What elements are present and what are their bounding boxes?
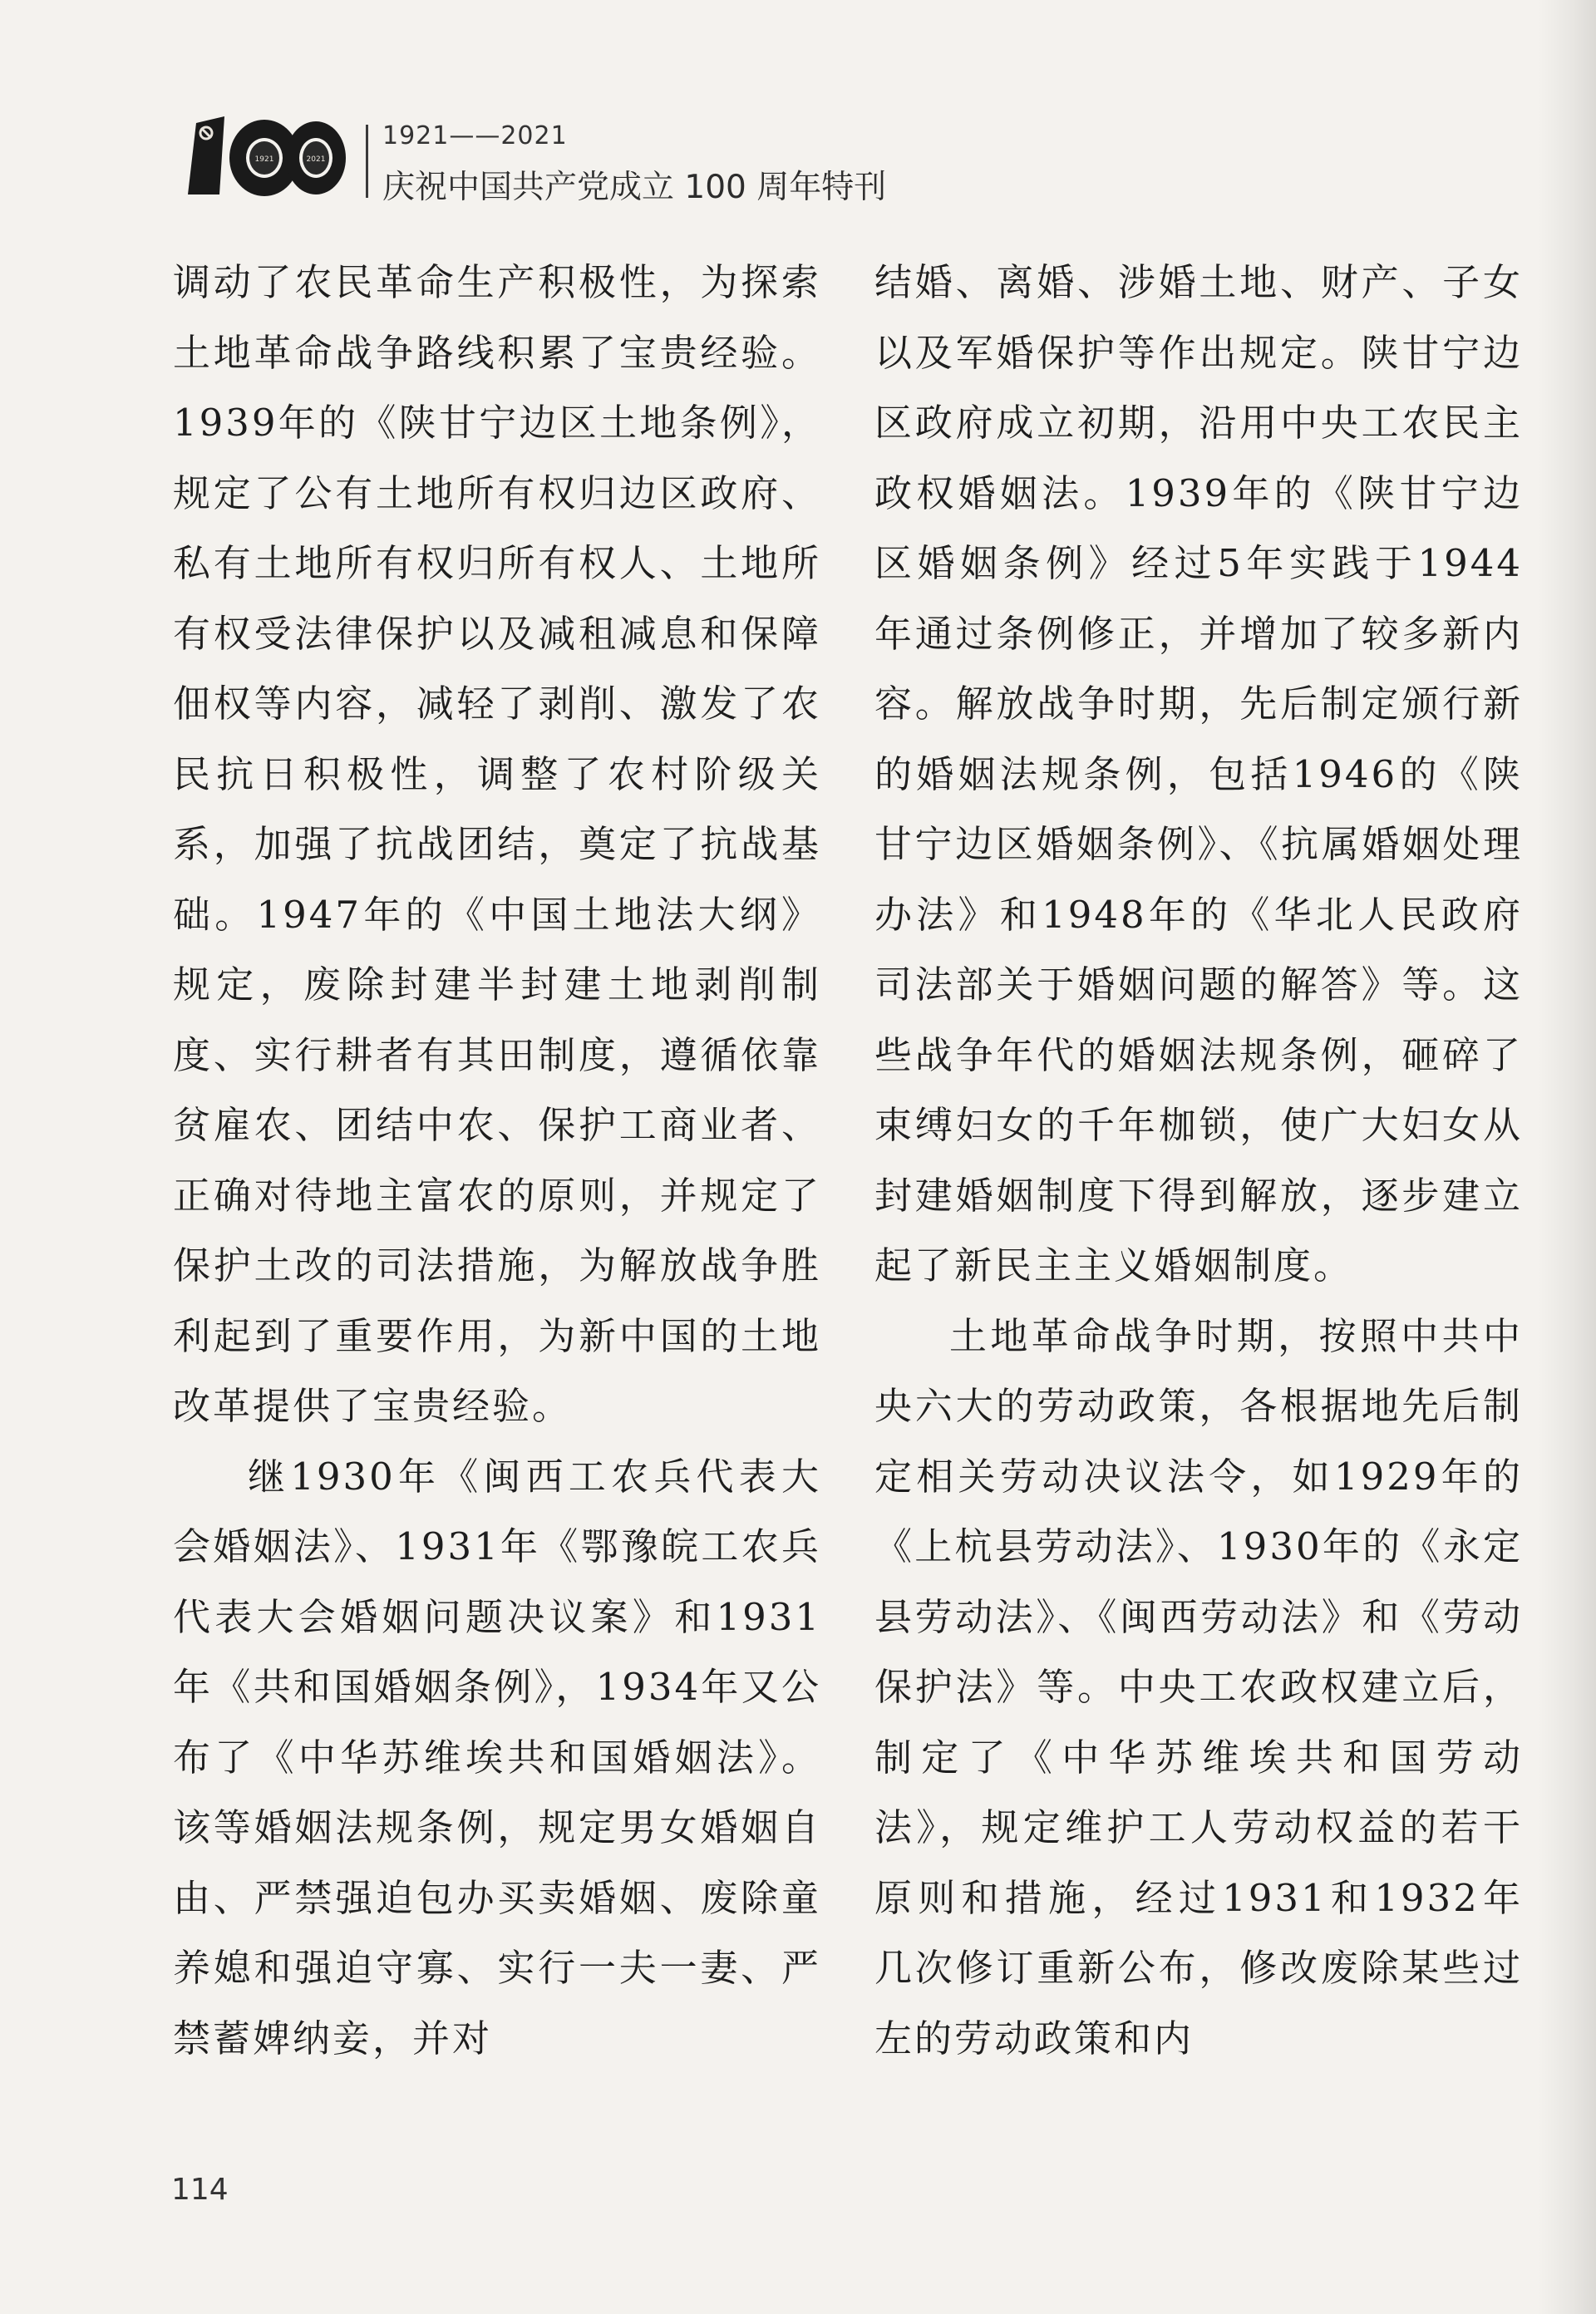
right-paragraph-1: 结婚、离婚、涉婚土地、财产、子女以及军婚保护等作出规定。陕甘宁边区政府成立初期，沿用中央工农民主政权婚姻法。1939年的《陕甘宁边区婚姻条例》经过5年实践于1944年通过条例修正，并增加了较多新内容。解放战争时期，先后制定颁行新的婚姻法规条例，包括1946的《陕甘宁边区婚姻条例》、《抗属婚姻处理办法》和1948年的《华北人民政府司法部关于婚姻问题的解答》等。这些战争年代的婚姻法规条例，砸碎了束缚妇女的千年枷锁，使广大妇女从封建婚姻制度下得到解放，逐步建立起了新民主主义婚姻制度。 <box>874 260 1523 1287</box>
left-column <box>173 248 821 2074</box>
page-edge-shadow <box>1538 0 1596 2314</box>
header-years: 1921——2021 <box>382 121 568 150</box>
right-column <box>874 248 1523 2074</box>
right-paragraph-2: 土地革命战争时期，按照中共中央六大的劳动政策，各根据地先后制定相关劳动决议法令，如1929年的《上杭县劳动法》、1930年的《永定县劳动法》、《闽西劳动法》和《劳动保护法》等。中央工农政权建立后，制定了《中华苏维埃共和国劳动法》，规定维护工人劳动权益的若干原则和措施，经过1931和1932年几次修订重新公布，修改废除某些过左的劳动政策和内 <box>874 1313 1523 2060</box>
header-divider <box>366 125 368 198</box>
left-paragraph-2: 继1930年《闽西工农兵代表大会婚姻法》、1931年《鄂豫皖工农兵代表大会婚姻问题决议案》和1931年《共和国婚姻条例》，1934年又公布了《中华苏维埃共和国婚姻法》。该等婚姻法规条例，规定男女婚姻自由、严禁强迫包办买卖婚姻、废除童养媳和强迫守寡、实行一夫一妻、严禁蓄婢纳妾，并对 <box>173 1454 821 2060</box>
page-number: 114 <box>171 2173 229 2207</box>
logo-year-start: 1921 <box>254 155 274 164</box>
left-paragraph-1: 调动了农民革命生产积极性，为探索土地革命战争路线积累了宝贵经验。1939年的《陕甘宁边区土地条例》，规定了公有土地所有权归边区政府、私有土地所有权归所有权人、土地所有权受法律保护以及减租减息和保障佃权等内容，减轻了剥削、激发了农民抗日积极性，调整了农村阶级关系，加强了抗战团结，奠定了抗战基础。1947年的《中国土地法大纲》规定，废除封建半封建土地剥削制度、实行耕者有其田制度，遵循依靠贫雇农、团结中农、保护工商业者、正确对待地主富农的原则，并规定了保护土改的司法措施，为解放战争胜利起到了重要作用，为新中国的土地改革提供了宝贵经验。 <box>173 260 821 1428</box>
logo-year-end: 2021 <box>306 155 326 164</box>
header-title: 庆祝中国共产党成立 100 周年特刊 <box>382 169 887 206</box>
centenary-logo <box>181 111 347 201</box>
page-header <box>181 106 1012 206</box>
